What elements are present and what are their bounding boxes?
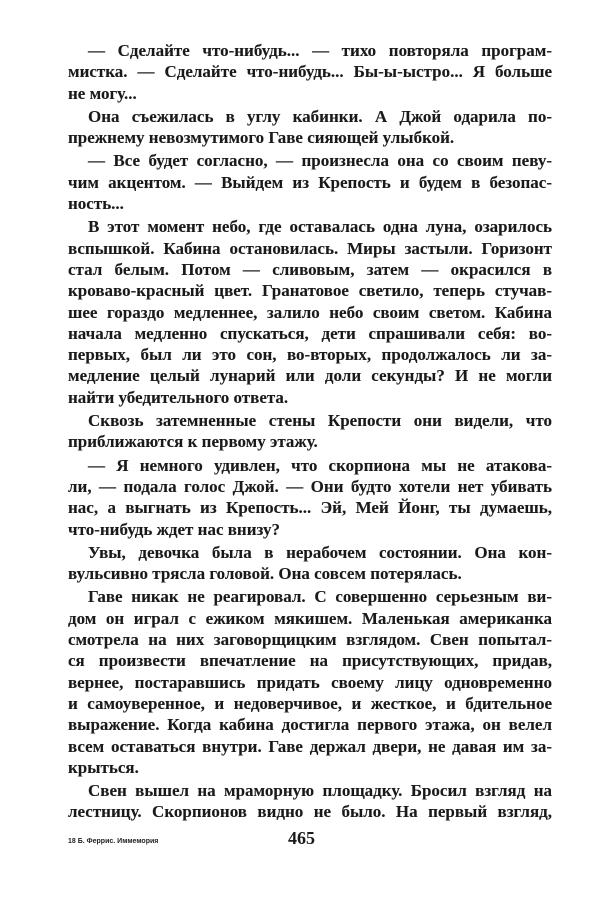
text-line: что-нибудь ждет нас внизу? — [68, 519, 280, 539]
text-line: крыться. — [68, 757, 139, 777]
text-line: ность... — [68, 194, 124, 214]
text-line: приближаются к первому этажу. — [68, 432, 318, 452]
page-body-text — [68, 40, 552, 825]
text-line: и самоуверенное, и недоверчивое, и жесткое, и бдительное — [68, 693, 552, 713]
text-line: вульсивно трясла головой. Она совсем потерялась. — [68, 564, 462, 584]
text-line: начала медленно спускаться, дети спрашивали себя: во- — [68, 323, 552, 343]
page-number: 465 — [288, 828, 315, 848]
printer-signature: 18 Б. Феррис. Иммемория — [68, 838, 159, 845]
text-line: не могу... — [68, 83, 137, 103]
paragraph — [68, 455, 552, 540]
text-line: выражение. Когда кабина достигла первого этажа, он велел — [68, 715, 552, 735]
text-line: В этот момент небо, где оставалась одна луна, озарилось — [88, 217, 552, 237]
text-line: найти убедительного ответа. — [68, 387, 289, 407]
text-line: вспышкой. Кабина остановилась. Миры застыли. Горизонт — [68, 238, 552, 258]
paragraph — [68, 586, 552, 778]
text-line: чим акцентом. — Выйдем из Крепость и будем в безопас- — [68, 172, 552, 192]
paragraph — [68, 780, 552, 823]
text-line: первых, был ли это сон, во-вторых, продолжалось ли за- — [68, 345, 552, 365]
text-line: Она съежилась в углу кабинки. А Джой одарила по- — [88, 106, 552, 126]
text-line: дом он играл с ежиком мякишем. Маленькая американка — [68, 608, 552, 628]
paragraph — [68, 150, 552, 214]
paragraph — [68, 216, 552, 408]
text-line: шее гораздо медленнее, залило небо своим светом. Кабина — [68, 302, 552, 322]
paragraph — [68, 410, 552, 453]
text-line: Увы, девочка была в нерабочем состоянии. Она кон- — [88, 542, 552, 562]
text-line: всем оставаться внутри. Гаве держал двери, не давая им за- — [68, 736, 552, 756]
text-line: прежнему невозмутимого Гаве сияющей улыбкой. — [68, 128, 455, 148]
text-line: мистка. — Сделайте что-нибудь... Бы-ы-ыстро... Я больше — [68, 62, 552, 82]
text-line: Сквозь затемненные стены Крепости они видели, что — [88, 411, 552, 431]
text-line: медление целый лунарий или доли секунды? И не могли — [68, 366, 552, 386]
text-line: стал белым. Потом — сливовым, затем — окрасился в — [68, 259, 552, 279]
text-line: Гаве никак не реагировал. С совершенно серьезным ви- — [88, 587, 552, 607]
paragraph — [68, 40, 552, 104]
text-line: кроваво-красный цвет. Гранатовое светило, теперь стучав- — [68, 281, 552, 301]
text-line: смотрела на них заговорщицким взглядом. Свен попытал- — [68, 630, 552, 650]
text-line: Свен вышел на мраморную площадку. Бросил взгляд на — [88, 781, 552, 801]
text-line: ли, — подала голос Джой. — Они будто хотели нет убивать — [68, 476, 552, 496]
text-line: — Я немного удивлен, что скорпиона мы не атакова- — [88, 455, 552, 475]
text-line: — Сделайте что-нибудь... — тихо повторяла програм- — [88, 41, 552, 60]
text-line: ся произвести впечатление на присутствующих, придав, — [68, 651, 552, 671]
text-line: — Все будет согласно, — произнесла она со своим певу- — [88, 151, 552, 171]
paragraph — [68, 542, 552, 585]
text-line: вернее, постаравшись придать своему лицу одновременно — [68, 672, 552, 692]
text-line: лестницу. Скорпионов видно не было. На первый взгляд, — [68, 802, 552, 822]
paragraph — [68, 106, 552, 149]
text-line: нас, а выгнать из Крепость... Эй, Мей Йонг, ты думаешь, — [68, 498, 552, 518]
